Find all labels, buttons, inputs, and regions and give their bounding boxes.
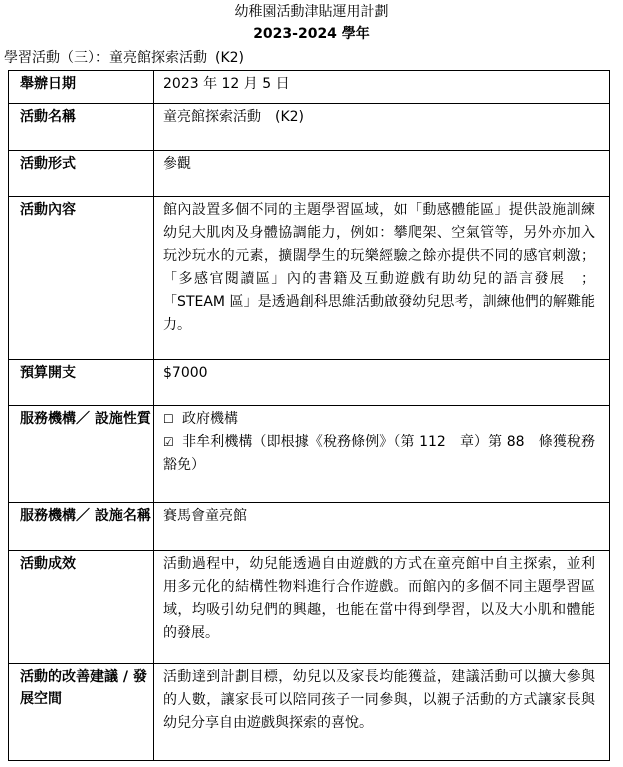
option-non-profit <box>163 431 595 477</box>
row-label-improvement-line1: 活動的改善建議 / <box>20 669 128 685</box>
section-code: (K2) <box>215 50 245 66</box>
row-label-budget: 預算開支 <box>9 360 154 406</box>
section-heading <box>4 50 244 67</box>
row-value-name: 童亮館探索活動 (K2) <box>154 104 610 151</box>
row-label-format: 活動形式 <box>9 151 154 197</box>
table-row <box>9 551 610 664</box>
section-title: 學習活動（三）：童亮館探索活動 <box>4 50 207 66</box>
row-label-date: 舉辦日期 <box>9 71 154 104</box>
row-value-org-name: 賽馬會童亮館 <box>154 503 610 551</box>
row-label-org-type-line2: 設施性質 <box>94 411 151 427</box>
activity-plan-table <box>8 70 610 761</box>
table-row <box>9 406 610 503</box>
row-value-outcome: 活動過程中，幼兒能透過自由遊戲的方式在童亮館中自主探索，並利用多元化的結構性物料進行合作遊戲。而館內的多個不同主題學習區域，均吸引幼兒們的興趣，也能在當中得到學習，以及大小肌和體能的發展。 <box>154 551 610 664</box>
table-row <box>9 503 610 551</box>
table-row <box>9 664 610 761</box>
school-year: 2023-2024 學年 <box>253 26 370 42</box>
option-label: 政府機構 <box>182 411 238 427</box>
row-label-name: 活動名稱 <box>9 104 154 151</box>
row-value-budget: $7000 <box>154 360 610 406</box>
row-label-org-name-line1: 服務機構／ <box>20 508 90 524</box>
row-value-date: 2023 年 12 月 5 日 <box>154 71 610 104</box>
checkbox-checked-icon: ☑ <box>163 435 174 449</box>
row-label-org-type <box>9 406 154 503</box>
row-label-outcome: 活動成效 <box>9 551 154 664</box>
document-title: 幼稚園活動津貼運用計劃 <box>234 4 389 20</box>
row-value-improvement: 活動達到計劃目標，幼兒以及家長均能獲益，建議活動可以擴大參與的人數，讓家長可以陪同孩子一同參與，以親子活動的方式讓家長與幼兒分享自由遊戲與探索的喜悅。 <box>154 664 610 761</box>
option-label: 非牟利機構（即根據《稅務條例》（第 112 章）第 88 條獲稅務豁免） <box>163 434 595 473</box>
table-row <box>9 151 610 197</box>
row-label-org-name <box>9 503 154 551</box>
table-row <box>9 197 610 360</box>
row-label-content: 活動內容 <box>9 197 154 360</box>
row-label-improvement-line2: 發展空間 <box>20 669 147 707</box>
row-label-org-name-line2: 設施名稱 <box>94 508 151 524</box>
option-government <box>163 408 595 431</box>
checkbox-unchecked-icon: ☐ <box>163 412 174 426</box>
table-row <box>9 104 610 151</box>
table-row <box>9 360 610 406</box>
row-value-format: 參觀 <box>154 151 610 197</box>
table-row <box>9 71 610 104</box>
row-label-org-type-line1: 服務機構／ <box>20 411 90 427</box>
row-label-improvement <box>9 664 154 761</box>
row-value-org-type <box>154 406 610 503</box>
row-value-content: 館內設置多個不同的主題學習區域，如「動感體能區」提供設施訓練幼兒大肌肉及身體協調能力，例如：攀爬架、空氣管等，另外亦加入玩沙玩水的元素，擴闊學生的玩樂經驗之餘亦提供不同的感官刺激；「多感官閱讀區」內的書籍及互動遊戲有助幼兒的語言發展 ；「STEAM 區」是透過創科思維活動啟發幼兒思考，訓練他們的解難能力。 <box>154 197 610 360</box>
